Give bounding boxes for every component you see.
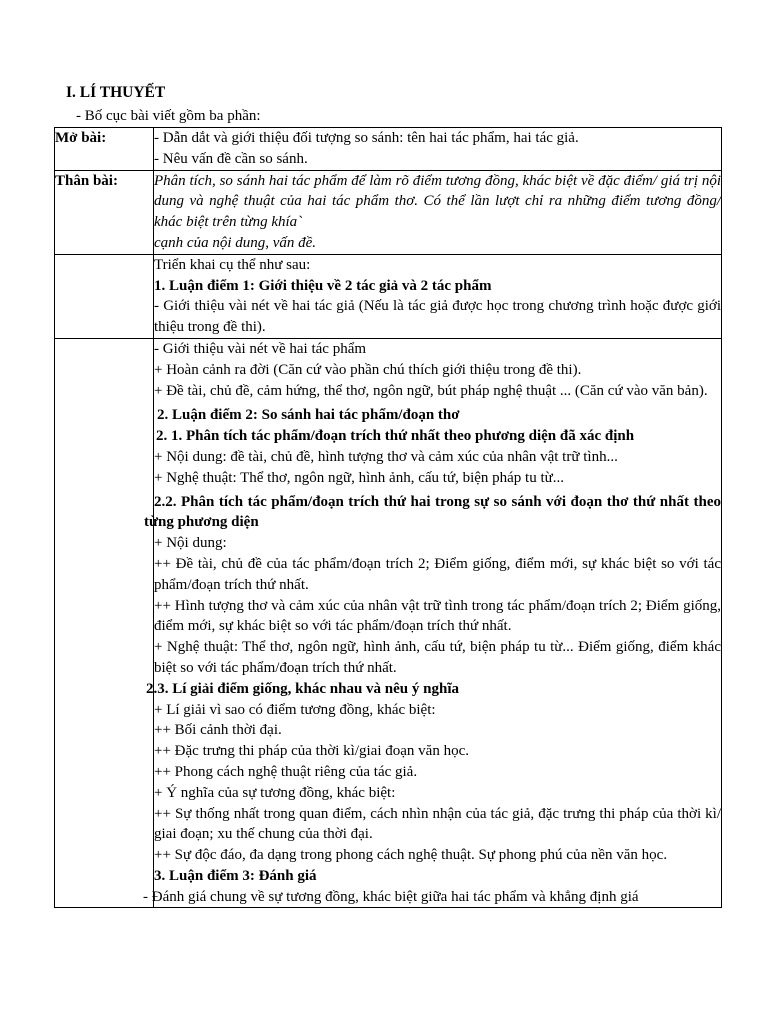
table-row-mo-bai — [55, 128, 722, 171]
inline-bold: 2. Luận điểm 2 — [157, 407, 253, 424]
table-row-than-bai — [55, 170, 722, 254]
row-label: Mở bài: — [55, 128, 154, 171]
content-line: ++ Hình tượng thơ và cảm xúc của nhân vật trữ tình trong tác phẩm/đoạn trích 2; Điểm giống, điểm mới, sự khác biệt so với tác phẩm/đoạn trích thứ nhất. — [154, 597, 721, 635]
content-line: + Hoàn cảnh ra đời (Căn cứ vào phần chú thích giới thiệu trong đề thi). — [154, 361, 582, 378]
section-heading: I. LÍ THUYẾT — [66, 84, 166, 101]
content-line: 2.2. Phân tích tác phẩm/đoạn trích thứ hai trong sự so sánh với đoạn thơ thứ nhất theo từng phương diện — [144, 493, 721, 531]
content-line: 3. Luận điểm 3: Đánh giá — [154, 867, 317, 884]
content-line: + Nghệ thuật: Thể thơ, ngôn ngữ, hình ảnh, cấu tứ, biện pháp tu từ... — [154, 469, 565, 486]
content-line — [154, 401, 721, 426]
content-line: - Đánh giá chung về sự tương đồng, khác biệt giữa hai tác phẩm và khẳng định giá — [143, 888, 639, 905]
outline-table — [54, 127, 722, 908]
content-line: + Nội dung: — [154, 535, 227, 552]
content-line: 1. Luận điểm 1: Giới thiệu về 2 tác giả và 2 tác phẩm — [154, 277, 492, 294]
content-line: ++ Bối cảnh thời đại. — [154, 722, 282, 739]
content-line: + Nội dung: đề tài, chủ đề, hình tượng thơ và cảm xúc của nhân vật trữ tình... — [154, 448, 618, 465]
row-content — [154, 128, 722, 171]
row-content — [154, 170, 722, 254]
content-line: + Lí giải vì sao có điểm tương đồng, khác biệt: — [154, 701, 436, 718]
content-line: ++ Đề tài, chủ đề của tác phẩm/đoạn trích 2; Điểm giống, điểm mới, sự khác biệt so với tác phẩm/đoạn trích thứ nhất. — [154, 555, 721, 593]
row-label — [55, 338, 154, 908]
content-line: + Đề tài, chủ đề, cảm hứng, thể thơ, ngôn ngữ, bút pháp nghệ thuật ... (Căn cứ vào văn bản). — [154, 382, 708, 399]
content-line: Phân tích, so sánh hai tác phẩm để làm rõ điểm tương đồng, khác biệt về đặc điểm/ giá trị nội dung và nghệ thuật của hai tác phẩm thơ. Có thể lần lượt chỉ ra những điểm tương đồng/ khác biệt trên từng khía` — [154, 172, 721, 231]
content-line: ++ Sự thống nhất trong quan điểm, cách nhìn nhận của tác giả, đặc trưng thi pháp của thời kì/ giai đoạn; xu thế chung của thời đại. — [154, 805, 721, 843]
content-line: - Giới thiệu vài nét về hai tác giả (Nếu là tác giả được học trong chương trình hoặc được giới thiệu trong đề thi). — [154, 298, 721, 336]
content-line: 2. 1. Phân tích tác phẩm/đoạn trích thứ nhất theo phương diện đã xác định — [156, 428, 635, 445]
content-line: Triển khai cụ thể như sau: — [154, 256, 311, 273]
table-row-luan-diem — [55, 338, 722, 908]
table-row-trien-khai — [55, 254, 722, 338]
content-line: cạnh của nội dung, vấn đề. — [154, 234, 317, 251]
row-label: Thân bài: — [55, 170, 154, 254]
content-line: - Dẫn dắt và giới thiệu đối tượng so sánh: tên hai tác phẩm, hai tác giả. — [154, 130, 579, 146]
row-label — [55, 254, 154, 338]
content-line: - Giới thiệu vài nét về hai tác phẩm — [154, 340, 367, 357]
content-line: + Nghệ thuật: Thể thơ, ngôn ngữ, hình ảnh, cấu tứ, biện pháp tu từ... Điểm giống, điểm khác biệt so với tác phẩm/đoạn trích thứ nhất. — [154, 639, 721, 676]
content-line: 2.3. Lí giải điểm giống, khác nhau và nêu ý nghĩa — [146, 680, 459, 697]
content-line: ++ Sự độc đáo, đa dạng trong phong cách nghệ thuật. Sự phong phú của nền văn học. — [154, 847, 668, 864]
content-line: ++ Phong cách nghệ thuật riêng của tác giả. — [154, 763, 418, 780]
content-line: - Nêu vấn đề cần so sánh. — [154, 150, 308, 167]
content-line: + Ý nghĩa của sự tương đồng, khác biệt: — [154, 784, 396, 801]
row-content — [143, 338, 722, 908]
intro-text: - Bố cục bài viết gồm ba phần: — [76, 108, 261, 124]
inline-text: : So sánh hai tác phẩm/đoạn thơ — [252, 407, 460, 424]
row-content — [154, 254, 722, 338]
content-line: ++ Đặc trưng thi pháp của thời kì/giai đoạn văn học. — [154, 743, 469, 760]
